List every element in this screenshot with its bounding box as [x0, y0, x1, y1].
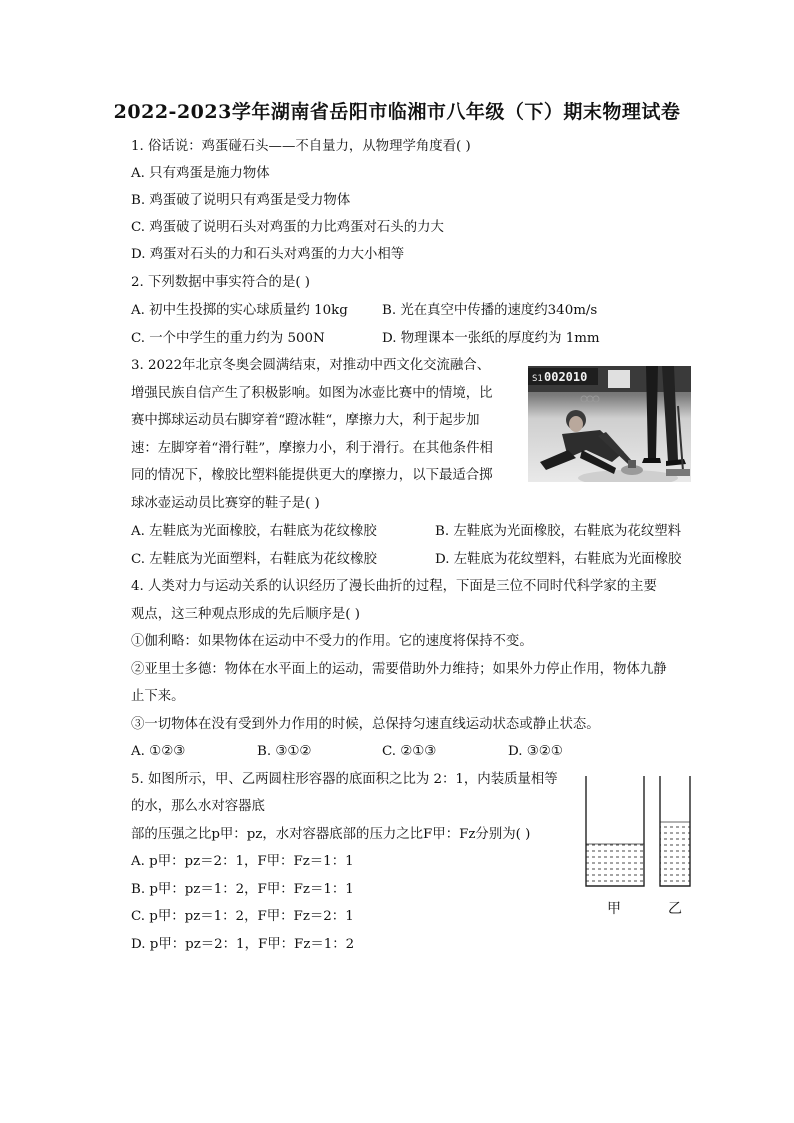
- question-4-line-5: 止下来。: [131, 689, 185, 704]
- question-1-option-d: D. 鸡蛋对石头的力和石头对鸡蛋的力大小相等: [131, 247, 405, 262]
- question-5-option-c: C. p甲：pz＝1：2，F甲：Fz＝2：1: [131, 909, 354, 924]
- label-jia: 甲: [607, 901, 621, 917]
- question-5-option-b: B. p甲：pz＝1：2，F甲：Fz＝1：1: [131, 882, 354, 897]
- question-3-line-4: 速：左脚穿着“滑行鞋”，摩擦力小，利于滑行。在其他条件相: [131, 441, 493, 456]
- question-3-option-c: C. 左鞋底为光面塑料，右鞋底为花纹橡胶: [131, 552, 377, 567]
- question-3-line-1: 3. 2022年北京冬奥会圆满结束，对推动中西文化交流融合、: [131, 358, 491, 373]
- question-2-option-b: B. 光在真空中传播的速度约340m/s: [382, 303, 598, 318]
- question-1-option-a: A. 只有鸡蛋是施力物体: [131, 166, 270, 181]
- label-yi: 乙: [668, 901, 682, 917]
- question-4-line-1: 4. 人类对力与运动关系的认识经历了漫长曲折的过程，下面是三位不同时代科学家的主要: [131, 579, 657, 594]
- vessel-jia: [586, 776, 644, 886]
- question-1-stem: 1. 俗话说：鸡蛋碰石头——不自量力，从物理学角度看( ): [131, 139, 471, 154]
- question-3-option-a: A. 左鞋底为光面橡胶，右鞋底为花纹橡胶: [131, 524, 377, 539]
- svg-text:S1: S1: [532, 374, 543, 384]
- question-5-line-3: 部的压强之比p甲：pz，水对容器底部的压力之比F甲：Fz分别为( ): [131, 827, 531, 842]
- question-1-option-c: C. 鸡蛋破了说明石头对鸡蛋的力比鸡蛋对石头的力大: [131, 220, 444, 235]
- question-2-option-c: C. 一个中学生的重力约为 500N: [131, 331, 325, 346]
- question-5-option-a: A. p甲：pz＝2：1，F甲：Fz＝1：1: [131, 854, 354, 869]
- question-5-option-d: D. p甲：pz＝2：1，F甲：Fz＝1：2: [131, 937, 355, 952]
- question-3-option-d: D. 左鞋底为花纹塑料，右鞋底为光面橡胶: [435, 552, 682, 567]
- vessels-figure: [580, 776, 700, 921]
- question-4-option-c: C. ②①③: [382, 744, 437, 759]
- question-4-option-d: D. ③②①: [508, 744, 563, 759]
- question-2-stem: 2. 下列数据中事实符合的是( ): [131, 275, 311, 290]
- curling-photo: [528, 366, 691, 482]
- question-4-line-6: ③一切物体在没有受到外力作用的时候，总保持匀速直线运动状态或静止状态。: [131, 717, 600, 732]
- page-title: 2022-2023学年湖南省岳阳市临湘市八年级（下）期末物理试卷: [113, 101, 681, 123]
- vessel-yi: [660, 776, 690, 886]
- question-4-option-b: B. ③①②: [257, 744, 312, 759]
- question-3-option-b: B. 左鞋底为光面橡胶，右鞋底为花纹塑料: [435, 524, 681, 539]
- question-3-line-5: 同的情况下，橡胶比塑料能提供更大的摩擦力，以下最适合掷: [131, 468, 493, 483]
- question-5-line-2: 的水，那么水对容器底: [131, 799, 265, 814]
- question-1-option-b: B. 鸡蛋破了说明只有鸡蛋是受力物体: [131, 193, 351, 208]
- question-5-line-1: 5. 如图所示，甲、乙两圆柱形容器的底面积之比为 2：1，内装质量相等: [131, 772, 558, 787]
- question-4-line-3: ①伽利略：如果物体在运动中不受力的作用。它的速度将保持不变。: [131, 634, 533, 649]
- question-3-line-2: 增强民族自信产生了积极影响。如图为冰壶比赛中的情境，比: [131, 386, 493, 401]
- scoreboard-text: 002010: [544, 370, 588, 384]
- question-3-line-6: 球冰壶运动员比赛穿的鞋子是( ): [131, 496, 320, 511]
- question-2-option-a: A. 初中生投掷的实心球质量约 10kg: [131, 303, 348, 318]
- question-4-line-4: ②亚里士多德：物体在水平面上的运动，需要借助外力维持；如果外力停止作用，物体九静: [131, 662, 667, 677]
- question-2-option-d: D. 物理课本一张纸的厚度约为 1mm: [382, 331, 600, 346]
- question-4-line-2: 观点，这三种观点形成的先后顺序是( ): [131, 607, 360, 622]
- question-3-line-3: 赛中掷球运动员右脚穿着“蹬冰鞋“，摩擦力大，利于起步加: [131, 413, 480, 428]
- question-4-option-a: A. ①②③: [131, 744, 186, 759]
